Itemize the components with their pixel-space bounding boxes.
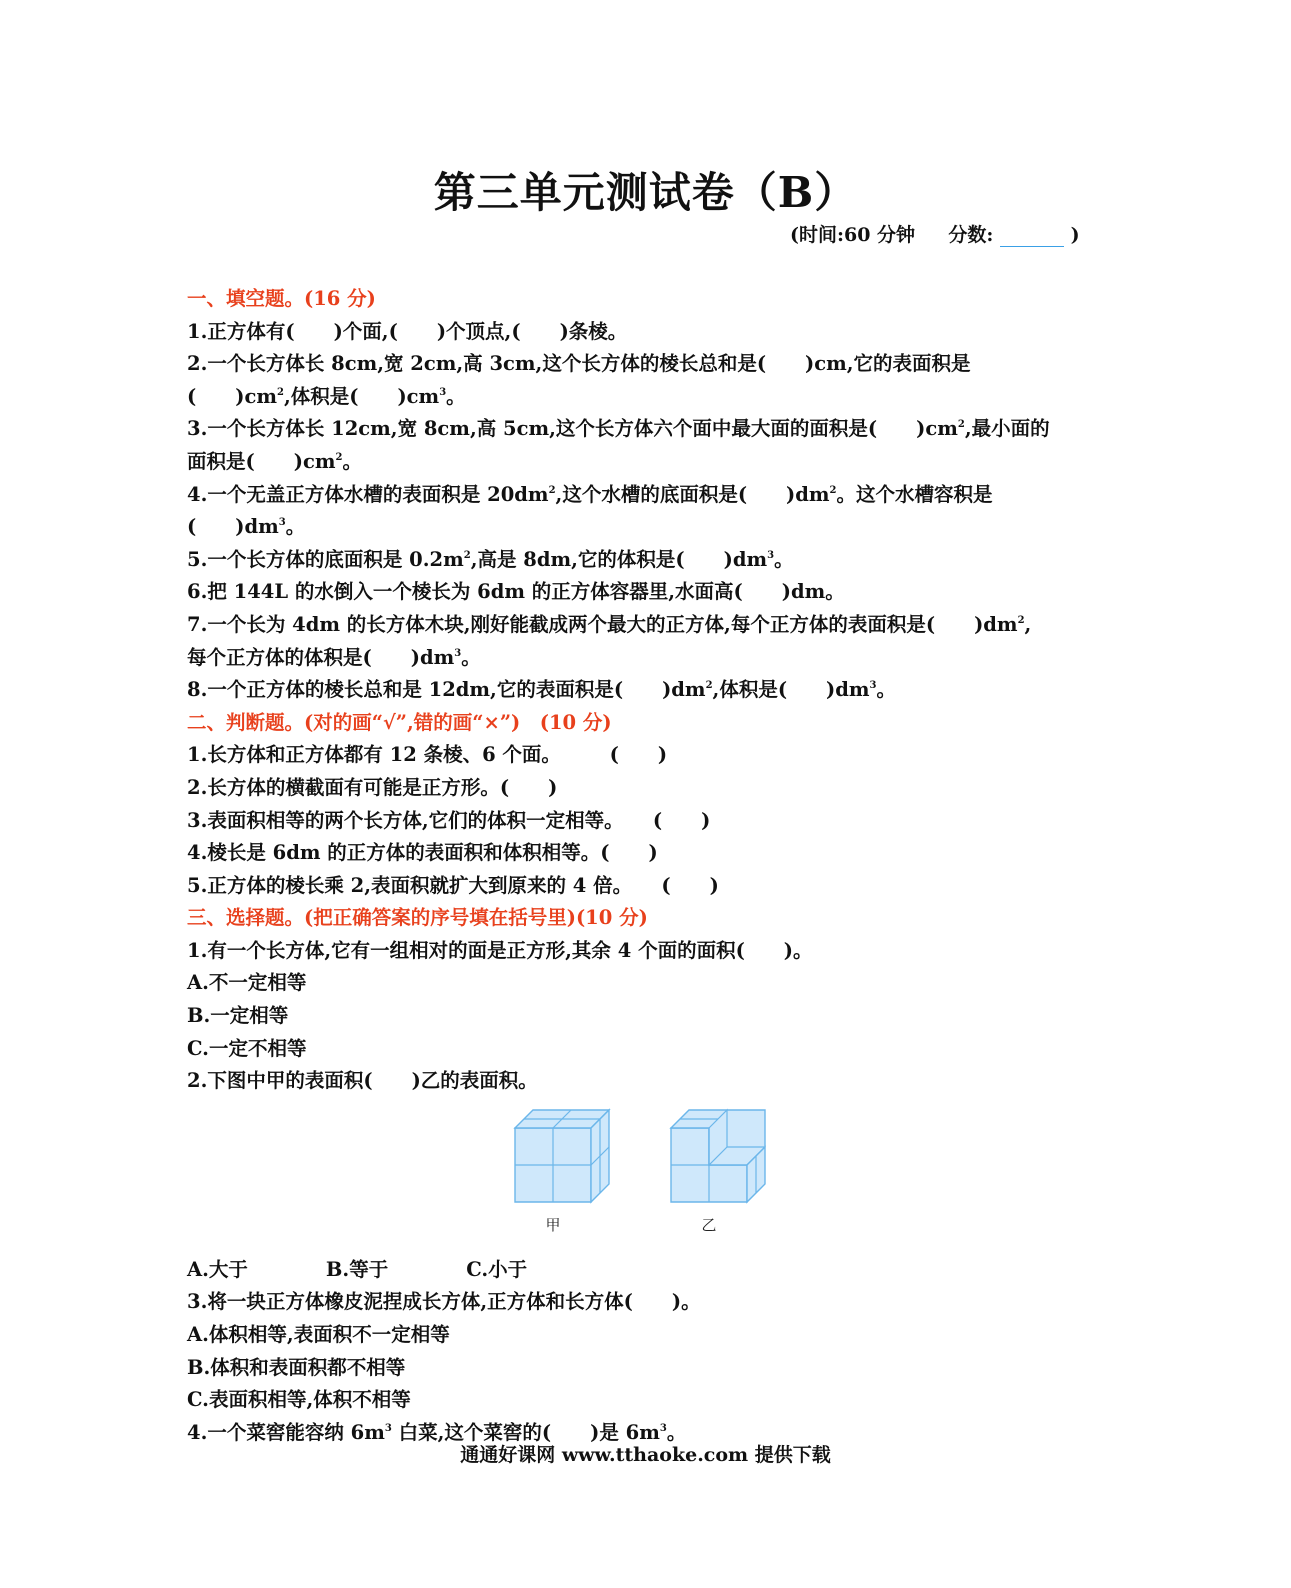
score-blank[interactable] [1000, 224, 1064, 247]
exam-meta [790, 220, 1080, 247]
text: 。 [666, 1420, 687, 1444]
s3-q3-option: B.体积和表面积都不相等 [187, 1355, 406, 1379]
s1-q3-line2 [187, 446, 1127, 479]
s1-q2-line1: 2.一个长方体长 8cm,宽 2cm,高 3cm,这个长方体的棱长总和是( )cm,它的表面积是 [187, 352, 971, 376]
score-label: 分数: [948, 224, 994, 246]
cube-jia [505, 1098, 615, 1238]
text: ,体积是( )dm [712, 678, 870, 702]
s3-q1-option: A.不一定相等 [187, 971, 307, 995]
s1-q4-line1 [187, 479, 1127, 512]
superscript: 3 [454, 647, 462, 659]
label-yi: 乙 [701, 1215, 717, 1234]
text: 7.一个长为 4dm 的长方体木块,刚好能截成两个最大的正方体,每个正方体的表面积是( )dm [187, 612, 1018, 636]
text: 白菜,这个菜窖的( )是 6m [391, 1420, 660, 1444]
s1-q2-line2 [187, 381, 1127, 414]
superscript: 3 [767, 549, 775, 561]
cube-figure [187, 1098, 1127, 1254]
s1-q7-line1 [187, 609, 1127, 642]
s1-q8 [187, 674, 1127, 707]
text: 。 [446, 384, 466, 408]
superscript: 3 [869, 680, 877, 692]
superscript: 2 [829, 484, 837, 496]
s3-q3: 3.将一块正方体橡皮泥捏成长方体,正方体和长方体( )。 [187, 1290, 701, 1314]
text: 。 [774, 547, 794, 571]
footer-credit: 通通好课网 www.tthaoke.com 提供下载 [460, 1444, 831, 1466]
text: 。 [285, 515, 306, 539]
s3-q3-option: C.表面积相等,体积不相等 [187, 1388, 411, 1412]
page-title: 第三单元测试卷（B） [433, 168, 858, 217]
s2-item: 2.长方体的横截面有可能是正方形。( ) [187, 775, 558, 799]
time-label: (时间:60 分钟 [790, 224, 916, 246]
text: 每个正方体的体积是( )dm [187, 645, 455, 669]
text: ( )dm [187, 515, 279, 539]
s3-q1-option: C.一定不相等 [187, 1036, 307, 1060]
s3-q2-options: A.大于 B.等于 C.小于 [187, 1257, 528, 1281]
text: ,高是 8dm,它的体积是( )dm [470, 547, 768, 571]
superscript: 2 [1017, 614, 1025, 626]
superscript: 2 [705, 680, 713, 692]
s1-q6: 6.把 144L 的水倒入一个棱长为 6dm 的正方体容器里,水面高( )dm。 [187, 580, 845, 604]
exam-content [187, 283, 1127, 1449]
text: 3.一个长方体长 12cm,宽 8cm,高 5cm,这个长方体六个面中最大面的面积是( )cm [187, 417, 958, 441]
text: 面积是( )cm [187, 449, 336, 473]
text: ,体积是( )cm [283, 384, 440, 408]
section3-header: 三、选择题。(把正确答案的序号填在括号里)(10 分) [187, 906, 648, 930]
superscript: 3 [278, 517, 286, 529]
text: 4.一个无盖正方体水槽的表面积是 20dm [187, 482, 549, 506]
superscript: 3 [439, 386, 447, 398]
superscript: 2 [957, 419, 965, 431]
text: ,这个水槽的底面积是( )dm [555, 482, 830, 506]
s2-item: 4.棱长是 6dm 的正方体的表面积和体积相等。( ) [187, 841, 658, 865]
s2-item: 3.表面积相等的两个长方体,它们的体积一定相等。 ( ) [187, 808, 711, 832]
superscript: 3 [659, 1422, 667, 1434]
text: 。 [461, 645, 481, 669]
s1-q4-line2 [187, 511, 1127, 544]
s2-item: 1.长方体和正方体都有 12 条棱、6 个面。 ( ) [187, 743, 668, 767]
text: 。 [342, 449, 362, 473]
superscript: 2 [276, 386, 284, 398]
s1-q1: 1.正方体有( )个面,( )个顶点,( )条棱。 [187, 319, 628, 343]
text: 4.一个菜窖能容纳 6m [187, 1420, 385, 1444]
s3-q3-option: A.体积相等,表面积不一定相等 [187, 1323, 450, 1347]
s3-q1-option: B.一定相等 [187, 1004, 289, 1028]
s1-q7-line2 [187, 642, 1127, 675]
text: 。这个水槽容积是 [836, 482, 993, 506]
superscript: 3 [384, 1422, 392, 1434]
superscript: 2 [548, 484, 556, 496]
label-jia: 甲 [545, 1215, 561, 1234]
section2-header: 二、判断题。(对的画“√”,错的画“×”) (10 分) [187, 710, 612, 734]
cube-yi [661, 1098, 771, 1238]
text: 5.一个长方体的底面积是 0.2m [187, 547, 464, 571]
section1-header: 一、填空题。(16 分) [187, 287, 376, 310]
s3-q1: 1.有一个长方体,它有一组相对的面是正方形,其余 4 个面的面积( )。 [187, 938, 813, 962]
text: 8.一个正方体的棱长总和是 12dm,它的表面积是( )dm [187, 678, 706, 702]
text: ,最小面的 [964, 417, 1050, 441]
superscript: 2 [463, 549, 471, 561]
s2-item: 5.正方体的棱长乘 2,表面积就扩大到原来的 4 倍。 ( ) [187, 873, 719, 897]
text: ( )cm [187, 384, 277, 408]
s1-q3-line1 [187, 413, 1127, 446]
text: , [1024, 612, 1032, 636]
s1-q5 [187, 544, 1127, 577]
meta-close: ) [1070, 224, 1080, 246]
text: 。 [876, 678, 897, 702]
s3-q2: 2.下图中甲的表面积( )乙的表面积。 [187, 1069, 538, 1093]
superscript: 2 [335, 451, 343, 463]
